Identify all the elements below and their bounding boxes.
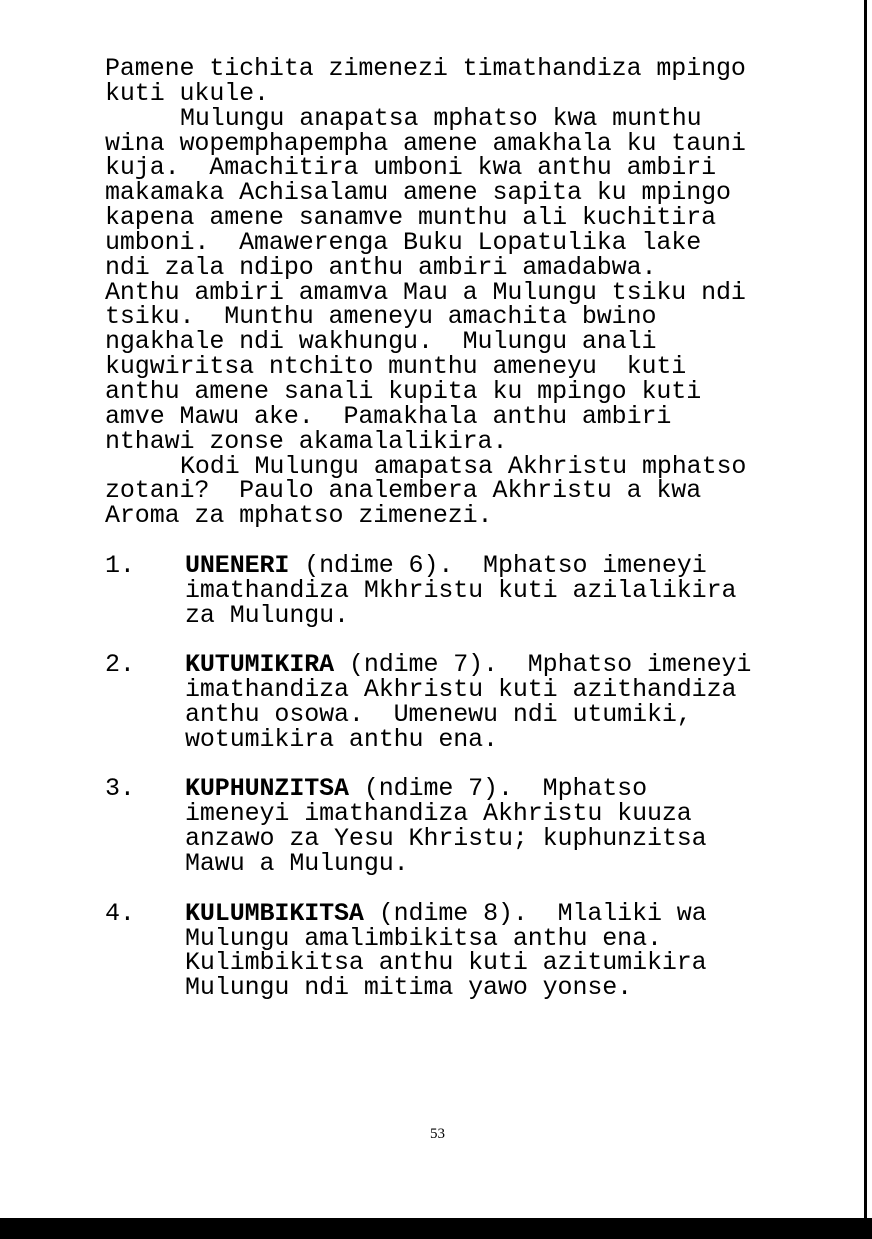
text-line: Mulungu anapatsa mphatso kwa munthu [180,103,702,133]
list-text: imathandiza Akhristu kuti azithandiza [185,675,737,705]
list-term: UNENERI [185,550,290,580]
text-line: zotani? Paulo analembera Akhristu a kwa [105,476,702,506]
list-text: (ndime 8). Mlaliki wa [363,898,707,928]
list-number: 2. [105,650,135,680]
scan-edge-right [864,0,867,1239]
list-text: wotumikira anthu ena. [185,724,498,754]
text-line: Kodi Mulungu amapatsa Akhristu mphatso [180,451,747,481]
list-term: KUPHUNZITSA [185,774,349,804]
body-text [105,54,752,1003]
text-line: anthu amene sanali kupita ku mpingo kuti [105,376,702,406]
text-line: kuti ukule. [105,78,269,108]
scan-edge-bottom [0,1218,872,1239]
list-text: imathandiza Mkhristu kuti azilalikira [185,575,737,605]
list-text: Mulungu amalimbikitsa anthu ena. [185,923,662,953]
text-line: nthawi zonse akamalalikira. [105,426,508,456]
text-line: umboni. Amawerenga Buku Lopatulika lake [105,227,702,257]
text-line: ndi zala ndipo anthu ambiri amadabwa. [105,252,657,282]
text-line: tsiku. Munthu ameneyu amachita bwino [105,302,657,332]
list-text: imeneyi imathandiza Akhristu kuuza [185,799,692,829]
text-line: Aroma za mphatso zimenezi. [105,501,493,531]
text-line: wina wopemphapempha amene amakhala ku tauni [105,128,746,158]
list-item [105,550,751,630]
text-line: kuja. Amachitira umboni kwa anthu ambiri [105,153,717,183]
list-item [105,898,751,1003]
list-item [105,774,751,878]
list-text: Mawu a Mulungu. [185,849,409,878]
text-line: kugwiritsa ntchito munthu ameneyu kuti [105,352,687,382]
text-line: makamaka Achisalamu amene sapita ku mpingo [105,178,731,208]
list-number: 3. [105,774,135,804]
list-term: KUTUMIKIRA [185,650,335,680]
text-line: Pamene tichita zimenezi timathandiza mpingo [105,54,746,83]
text-line: Anthu ambiri amamva Mau a Mulungu tsiku ndi [105,277,746,307]
list-text: (ndime 6). Mphatso imeneyi [289,550,707,580]
text-line: ngakhale ndi wakhungu. Mulungu anali [105,327,657,357]
list-text: za Mulungu. [185,600,349,630]
list-term: KULUMBIKITSA [185,898,364,928]
text-line: amve Mawu ake. Pamakhala anthu ambiri [105,401,672,431]
text-line: kapena amene sanamve munthu ali kuchitira [105,203,717,233]
list-number: 1. [105,550,135,580]
list-number: 4. [105,898,135,928]
list-item [105,650,752,754]
list-text: anzawo za Yesu Khristu; kuphunzitsa [185,824,707,854]
list-text: Mulungu ndi mitima yawo yonse. [185,973,633,1003]
list-text: (ndime 7). Mphatso [348,774,647,804]
list-text: (ndime 7). Mphatso imeneyi [334,650,752,680]
list-text: Kulimbikitsa anthu kuti azitumikira [185,948,707,978]
page-number: 53 [430,1126,445,1142]
list-text: anthu osowa. Umenewu ndi utumiki, [185,699,692,729]
